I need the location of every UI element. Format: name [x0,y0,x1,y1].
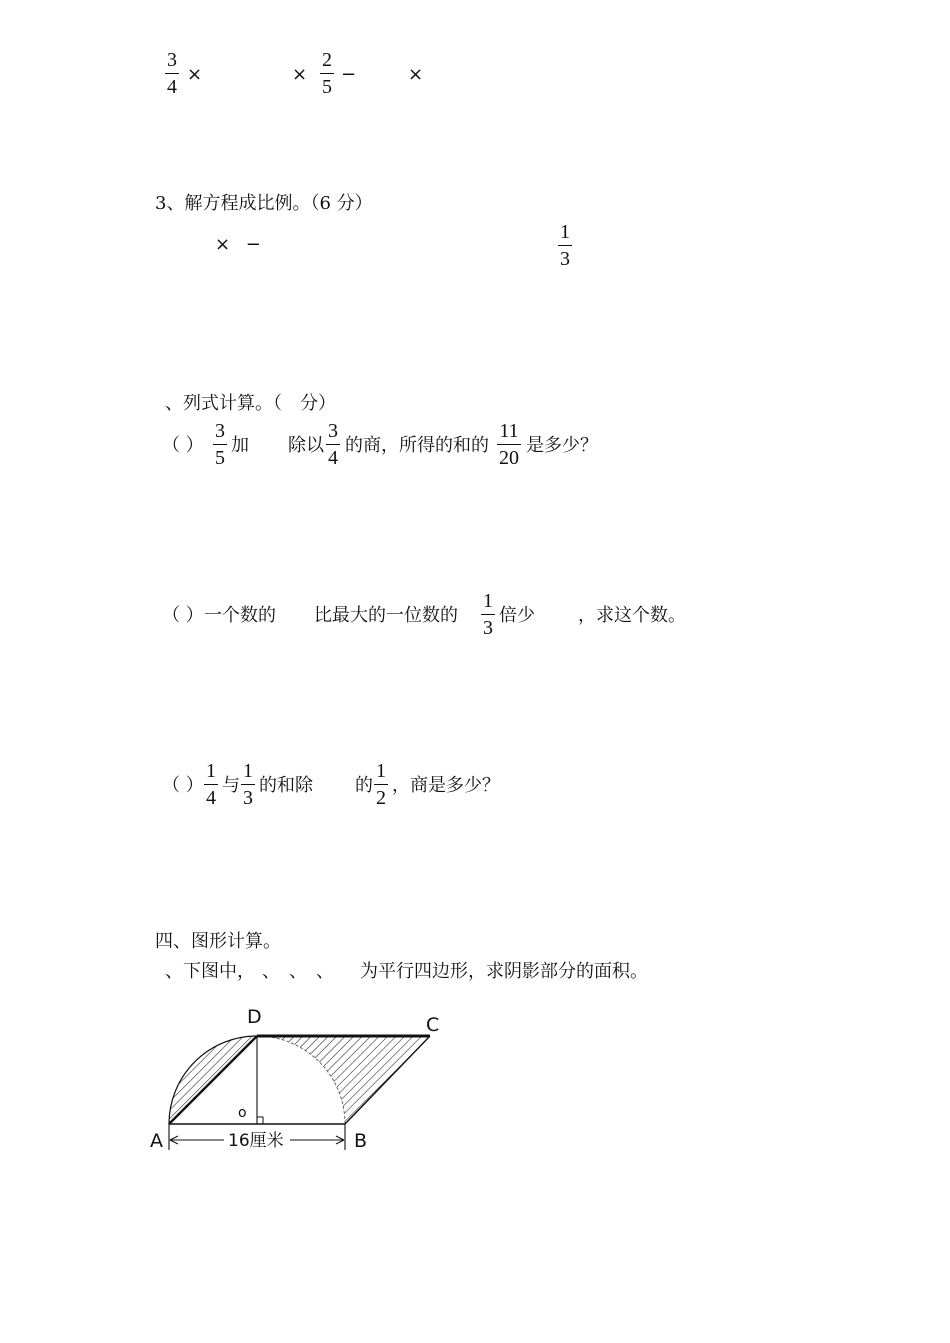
denominator: 4 [167,76,177,98]
q2-text-compare: 比最大的一位数的 [314,605,458,626]
denominator: 3 [243,787,253,809]
denominator: 5 [322,76,332,98]
denominator: 5 [215,447,225,469]
section-4-q1-vertices: 、 、 、 [262,961,334,982]
numerator: 1 [376,760,386,782]
section-calc-heading: 、列式计算。（ 分） [165,393,336,414]
numerator: 1 [206,760,216,782]
question-marker: （ ） [162,435,204,456]
numerator: 3 [328,420,338,442]
label-a: A [150,1130,163,1152]
q1-text-divide: 除以 [288,435,324,456]
q3-text-sum: 的和除 [259,775,313,796]
section-3-heading: 3、解方程成比例。（6 分） [155,193,373,214]
shaded-right-region [257,1036,430,1124]
fraction-3-5 [213,421,227,468]
fraction-3-4 [326,421,340,468]
denominator: 3 [483,617,493,639]
fraction-1-3 [241,761,255,808]
q1-text-quotient: 的商，所得的和的 [345,435,489,456]
denominator: 4 [328,447,338,469]
q2-text-number: 一个数的 [204,605,276,626]
dimension-label: 16厘米 [228,1131,284,1151]
fraction-1-4 [204,761,218,808]
parallelogram-figure [140,995,460,1165]
fraction-11-20 [497,421,521,468]
fraction-1-3 [481,591,495,638]
fraction-1-2 [374,761,388,808]
equation-operators: × − [215,234,261,255]
numerator: 11 [499,420,519,442]
q3-text-of: 的 [355,775,373,796]
q3-text-and: 与 [222,775,240,796]
times-sign: × [292,64,308,85]
label-d: D [247,1006,262,1028]
label-b: B [354,1130,368,1152]
denominator: 4 [206,787,216,809]
times-sign: × [408,64,424,85]
right-angle-mark [257,1117,263,1124]
section-4-q1-text: 为平行四边形，求阴影部分的面积。 [360,961,648,982]
fraction-3-4 [165,50,179,97]
times-sign: × [187,64,203,85]
q2-text-end: ，求这个数。 [578,605,686,626]
numerator: 1 [243,760,253,782]
denominator: 2 [376,787,386,809]
numerator: 1 [483,590,493,612]
denominator: 20 [499,447,519,469]
denominator: 3 [560,248,570,270]
fraction-2-5 [320,50,334,97]
q2-text-less: 倍少 [499,605,535,626]
q1-text-end: 是多少？ [526,435,598,456]
numerator: 3 [167,49,177,71]
numerator: 3 [215,420,225,442]
question-marker: （ ） [162,605,204,626]
q3-text-end: ，商是多少？ [392,775,500,796]
section-4-heading: 四、图形计算。 [155,931,281,952]
fraction-1-3 [558,222,572,269]
numerator: 1 [560,221,570,243]
q1-text-add: 加 [231,435,249,456]
numerator: 2 [322,49,332,71]
label-c: C [426,1014,440,1036]
minus-sign: − [341,64,357,85]
section-4-q1-prefix: 、下图中， [165,961,255,982]
label-o: o [238,1105,247,1121]
question-marker: （ ） [162,775,204,796]
